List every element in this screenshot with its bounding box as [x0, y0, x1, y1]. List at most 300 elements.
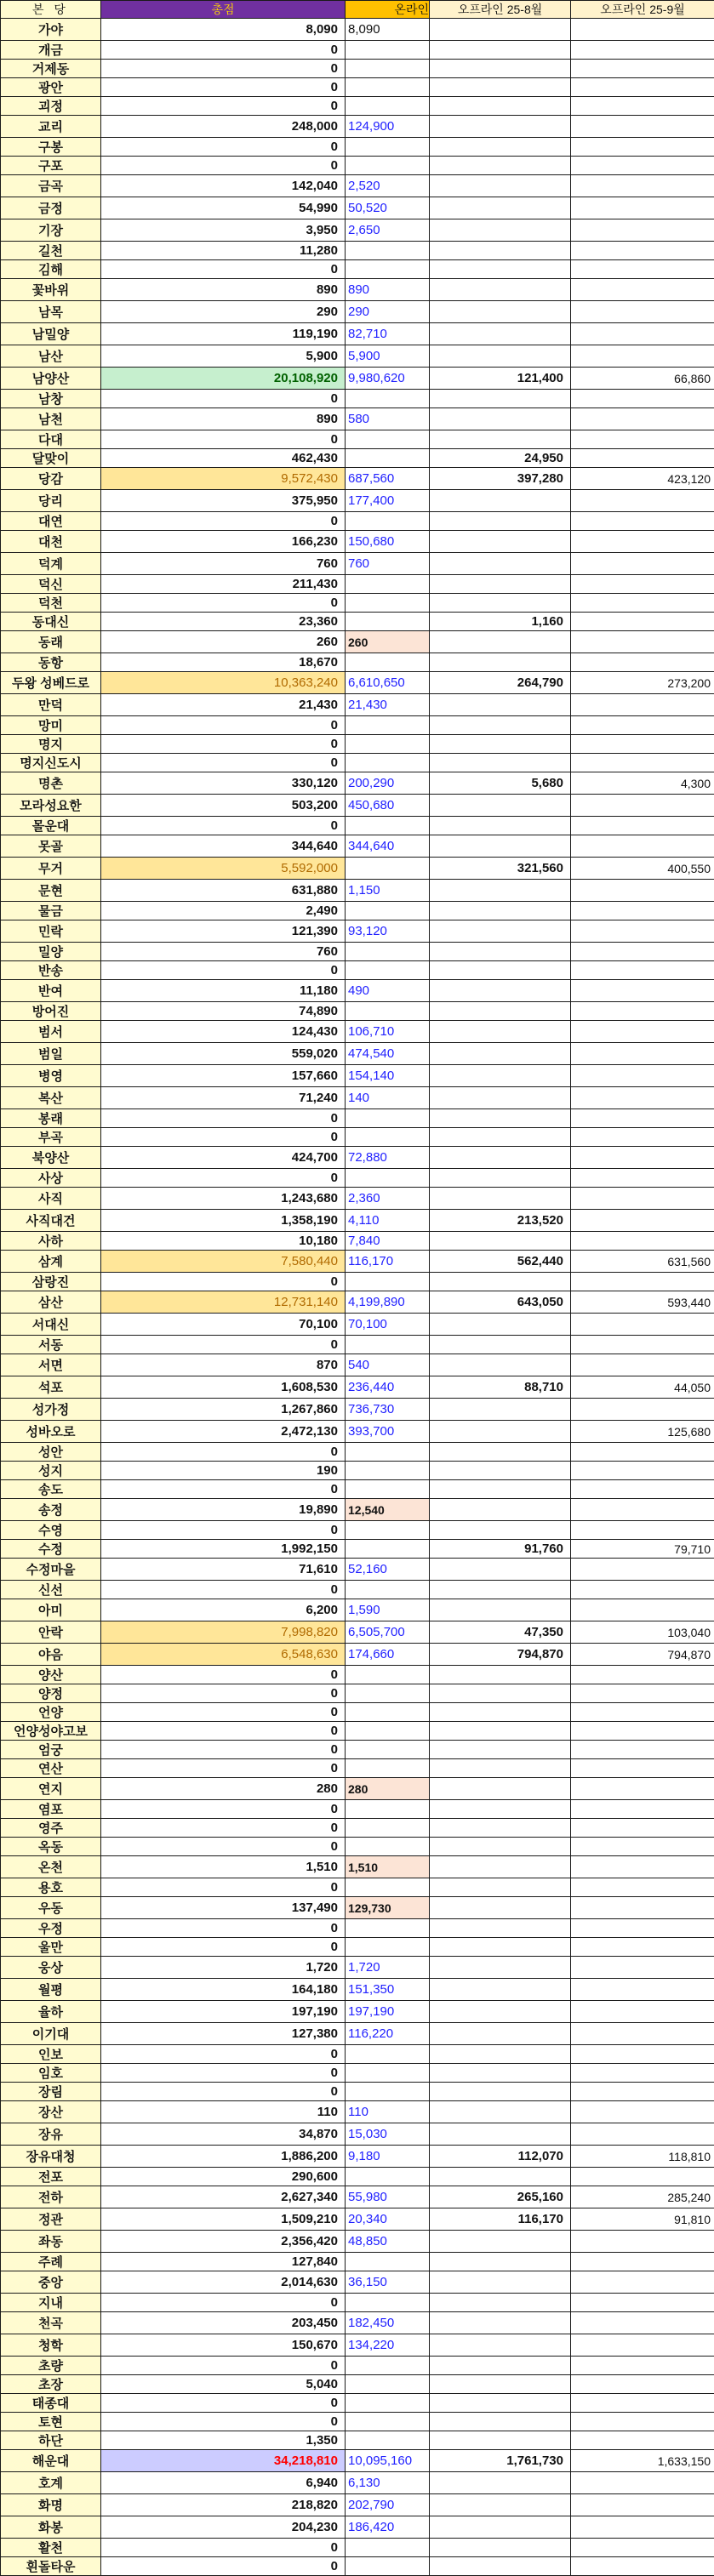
cell-parish-name[interactable]: 언양성야고보	[1, 1722, 101, 1741]
cell-parish-name[interactable]: 남양산	[1, 368, 101, 390]
cell-offline-aug[interactable]	[430, 653, 571, 672]
cell-total[interactable]: 760	[101, 943, 346, 961]
cell-offline-aug[interactable]	[430, 97, 571, 116]
cell-offline-aug[interactable]: 264,790	[430, 672, 571, 694]
cell-parish-name[interactable]: 전하	[1, 2186, 101, 2208]
cell-total[interactable]: 0	[101, 1703, 346, 1722]
cell-offline-aug[interactable]	[430, 754, 571, 772]
cell-offline-sep[interactable]	[571, 1314, 714, 1336]
cell-total[interactable]: 0	[101, 1741, 346, 1759]
cell-parish-name[interactable]: 밀양	[1, 943, 101, 961]
cell-online[interactable]: 540	[346, 1354, 430, 1376]
cell-total[interactable]: 280	[101, 1778, 346, 1800]
cell-offline-aug[interactable]	[430, 1856, 571, 1878]
cell-offline-sep[interactable]	[571, 980, 714, 1002]
cell-offline-aug[interactable]	[430, 1499, 571, 1521]
cell-offline-sep[interactable]	[571, 1354, 714, 1376]
cell-parish-name[interactable]: 야음	[1, 1644, 101, 1666]
cell-online[interactable]	[346, 735, 430, 754]
cell-offline-aug[interactable]	[430, 1919, 571, 1938]
cell-total[interactable]: 10,363,240	[101, 672, 346, 694]
cell-online[interactable]	[346, 1128, 430, 1147]
cell-offline-sep[interactable]	[571, 408, 714, 430]
cell-online[interactable]: 450,680	[346, 795, 430, 817]
cell-parish-name[interactable]: 호계	[1, 2472, 101, 2494]
cell-online[interactable]: 290	[346, 301, 430, 323]
cell-total[interactable]: 3,950	[101, 219, 346, 242]
cell-parish-name[interactable]: 용호	[1, 1878, 101, 1897]
cell-online[interactable]	[346, 2413, 430, 2431]
cell-offline-aug[interactable]	[430, 408, 571, 430]
cell-offline-sep[interactable]	[571, 1599, 714, 1621]
cell-offline-aug[interactable]	[430, 1443, 571, 1462]
cell-total[interactable]: 10,180	[101, 1232, 346, 1251]
cell-offline-aug[interactable]: 265,160	[430, 2186, 571, 2208]
cell-parish-name[interactable]: 사직대건	[1, 1210, 101, 1232]
cell-online[interactable]	[346, 1838, 430, 1856]
cell-offline-sep[interactable]	[571, 2101, 714, 2123]
cell-online[interactable]	[346, 2431, 430, 2450]
cell-offline-aug[interactable]	[430, 1979, 571, 2001]
cell-total[interactable]: 559,020	[101, 1043, 346, 1065]
cell-online[interactable]	[346, 1878, 430, 1897]
cell-online[interactable]	[346, 716, 430, 735]
cell-total[interactable]: 1,350	[101, 2431, 346, 2450]
cell-offline-sep[interactable]: 44,050	[571, 1376, 714, 1399]
cell-parish-name[interactable]: 개금	[1, 41, 101, 60]
cell-parish-name[interactable]: 수정	[1, 1540, 101, 1559]
cell-offline-aug[interactable]	[430, 2083, 571, 2101]
cell-online[interactable]: 9,980,620	[346, 368, 430, 390]
cell-parish-name[interactable]: 중앙	[1, 2271, 101, 2294]
cell-total[interactable]: 0	[101, 594, 346, 613]
cell-total[interactable]: 0	[101, 1938, 346, 1957]
cell-online[interactable]	[346, 2539, 430, 2557]
cell-offline-sep[interactable]	[571, 1147, 714, 1169]
cell-online[interactable]	[346, 78, 430, 97]
cell-offline-sep[interactable]: 4,300	[571, 772, 714, 795]
cell-offline-sep[interactable]	[571, 78, 714, 97]
cell-total[interactable]: 0	[101, 1128, 346, 1147]
cell-parish-name[interactable]: 봉래	[1, 1109, 101, 1128]
cell-offline-aug[interactable]	[430, 1128, 571, 1147]
column-header-offline-aug[interactable]: 오프라인 25-8월	[430, 1, 571, 19]
cell-total[interactable]: 21,430	[101, 694, 346, 716]
cell-parish-name[interactable]: 아미	[1, 1599, 101, 1621]
cell-offline-aug[interactable]	[430, 138, 571, 157]
cell-offline-sep[interactable]	[571, 1499, 714, 1521]
cell-parish-name[interactable]: 서동	[1, 1336, 101, 1354]
cell-offline-sep[interactable]	[571, 512, 714, 531]
cell-online[interactable]: 93,120	[346, 920, 430, 943]
cell-offline-sep[interactable]	[571, 2168, 714, 2186]
cell-offline-sep[interactable]	[571, 1979, 714, 2001]
cell-offline-aug[interactable]	[430, 1521, 571, 1540]
cell-online[interactable]: 48,850	[346, 2231, 430, 2253]
cell-offline-aug[interactable]: 121,400	[430, 368, 571, 390]
cell-parish-name[interactable]: 장림	[1, 2083, 101, 2101]
cell-total[interactable]: 0	[101, 260, 346, 279]
cell-offline-aug[interactable]	[430, 1421, 571, 1443]
cell-offline-aug[interactable]	[430, 2413, 571, 2431]
cell-total[interactable]: 1,509,210	[101, 2208, 346, 2231]
cell-total[interactable]: 0	[101, 138, 346, 157]
cell-offline-sep[interactable]	[571, 754, 714, 772]
cell-total[interactable]: 124,430	[101, 1021, 346, 1043]
cell-offline-aug[interactable]	[430, 1354, 571, 1376]
cell-parish-name[interactable]: 송정	[1, 1499, 101, 1521]
cell-online[interactable]: 2,360	[346, 1188, 430, 1210]
cell-total[interactable]: 0	[101, 817, 346, 835]
cell-total[interactable]: 110	[101, 2101, 346, 2123]
cell-total[interactable]: 0	[101, 2357, 346, 2375]
cell-parish-name[interactable]: 전포	[1, 2168, 101, 2186]
cell-offline-sep[interactable]	[571, 1957, 714, 1979]
cell-online[interactable]	[346, 2557, 430, 2576]
cell-offline-sep[interactable]	[571, 490, 714, 512]
cell-total[interactable]: 203,450	[101, 2312, 346, 2334]
cell-total[interactable]: 119,190	[101, 323, 346, 345]
cell-offline-sep[interactable]	[571, 1087, 714, 1109]
cell-offline-aug[interactable]	[430, 323, 571, 345]
cell-offline-sep[interactable]: 118,810	[571, 2146, 714, 2168]
cell-online[interactable]	[346, 2083, 430, 2101]
cell-total[interactable]: 290,600	[101, 2168, 346, 2186]
cell-offline-aug[interactable]	[430, 1800, 571, 1819]
cell-parish-name[interactable]: 흰돌타운	[1, 2557, 101, 2576]
cell-total[interactable]: 5,040	[101, 2375, 346, 2394]
cell-offline-aug[interactable]	[430, 980, 571, 1002]
cell-total[interactable]: 9,572,430	[101, 468, 346, 490]
cell-online[interactable]: 687,560	[346, 468, 430, 490]
cell-online[interactable]: 490	[346, 980, 430, 1002]
cell-parish-name[interactable]: 덕신	[1, 575, 101, 594]
cell-offline-aug[interactable]	[430, 694, 571, 716]
cell-online[interactable]	[346, 2357, 430, 2375]
cell-total[interactable]: 0	[101, 2083, 346, 2101]
cell-parish-name[interactable]: 신선	[1, 1581, 101, 1599]
cell-offline-sep[interactable]	[571, 60, 714, 78]
cell-total[interactable]: 1,886,200	[101, 2146, 346, 2168]
cell-online[interactable]: 124,900	[346, 116, 430, 138]
cell-offline-sep[interactable]	[571, 1462, 714, 1480]
cell-total[interactable]: 71,240	[101, 1087, 346, 1109]
cell-offline-aug[interactable]	[430, 279, 571, 301]
cell-offline-aug[interactable]	[430, 242, 571, 260]
cell-offline-sep[interactable]	[571, 1800, 714, 1819]
cell-total[interactable]: 1,358,190	[101, 1210, 346, 1232]
cell-offline-aug[interactable]: 213,520	[430, 1210, 571, 1232]
cell-offline-aug[interactable]	[430, 219, 571, 242]
cell-offline-sep[interactable]	[571, 1741, 714, 1759]
cell-online[interactable]	[346, 1480, 430, 1499]
cell-offline-sep[interactable]	[571, 1897, 714, 1919]
cell-parish-name[interactable]: 광안	[1, 78, 101, 97]
cell-offline-aug[interactable]	[430, 157, 571, 175]
cell-total[interactable]: 166,230	[101, 531, 346, 553]
cell-online[interactable]	[346, 1722, 430, 1741]
cell-parish-name[interactable]: 삼계	[1, 1251, 101, 1273]
cell-total[interactable]: 11,280	[101, 242, 346, 260]
cell-online[interactable]: 6,610,650	[346, 672, 430, 694]
cell-offline-sep[interactable]	[571, 197, 714, 219]
cell-online[interactable]: 736,730	[346, 1399, 430, 1421]
cell-online[interactable]: 1,150	[346, 880, 430, 902]
cell-parish-name[interactable]: 성바오로	[1, 1421, 101, 1443]
cell-total[interactable]: 164,180	[101, 1979, 346, 2001]
cell-online[interactable]: 1,720	[346, 1957, 430, 1979]
cell-offline-sep[interactable]	[571, 41, 714, 60]
cell-total[interactable]: 0	[101, 157, 346, 175]
cell-online[interactable]	[346, 1581, 430, 1599]
cell-total[interactable]: 23,360	[101, 613, 346, 631]
cell-online[interactable]	[346, 1002, 430, 1021]
cell-total[interactable]: 71,610	[101, 1559, 346, 1581]
cell-offline-sep[interactable]	[571, 2516, 714, 2539]
cell-offline-aug[interactable]	[430, 2123, 571, 2146]
cell-online[interactable]	[346, 653, 430, 672]
cell-offline-sep[interactable]	[571, 1002, 714, 1021]
cell-online[interactable]: 72,880	[346, 1147, 430, 1169]
cell-total[interactable]: 0	[101, 716, 346, 735]
cell-offline-sep[interactable]	[571, 653, 714, 672]
cell-offline-sep[interactable]	[571, 2064, 714, 2083]
cell-total[interactable]: 870	[101, 1354, 346, 1376]
cell-offline-aug[interactable]	[430, 1666, 571, 1684]
cell-total[interactable]: 2,627,340	[101, 2186, 346, 2208]
cell-offline-sep[interactable]: 66,860	[571, 368, 714, 390]
cell-offline-aug[interactable]	[430, 116, 571, 138]
cell-total[interactable]: 0	[101, 1878, 346, 1897]
cell-total[interactable]: 211,430	[101, 575, 346, 594]
cell-offline-sep[interactable]	[571, 2557, 714, 2576]
cell-parish-name[interactable]: 범서	[1, 1021, 101, 1043]
cell-online[interactable]	[346, 1336, 430, 1354]
cell-offline-sep[interactable]: 103,040	[571, 1621, 714, 1644]
cell-offline-sep[interactable]	[571, 795, 714, 817]
cell-parish-name[interactable]: 초량	[1, 2357, 101, 2375]
cell-parish-name[interactable]: 김해	[1, 260, 101, 279]
cell-online[interactable]: 200,290	[346, 772, 430, 795]
cell-online[interactable]: 151,350	[346, 1979, 430, 2001]
cell-online[interactable]	[346, 943, 430, 961]
cell-offline-sep[interactable]	[571, 1684, 714, 1703]
cell-offline-sep[interactable]	[571, 430, 714, 449]
cell-total[interactable]: 2,356,420	[101, 2231, 346, 2253]
cell-offline-sep[interactable]	[571, 943, 714, 961]
cell-offline-sep[interactable]	[571, 2312, 714, 2334]
cell-online[interactable]: 106,710	[346, 1021, 430, 1043]
cell-offline-aug[interactable]	[430, 1878, 571, 1897]
cell-offline-sep[interactable]	[571, 531, 714, 553]
cell-total[interactable]: 0	[101, 2557, 346, 2576]
cell-parish-name[interactable]: 덕계	[1, 553, 101, 575]
cell-parish-name[interactable]: 민락	[1, 920, 101, 943]
cell-total[interactable]: 0	[101, 1919, 346, 1938]
cell-offline-sep[interactable]	[571, 2394, 714, 2413]
cell-total[interactable]: 290	[101, 301, 346, 323]
cell-offline-aug[interactable]	[430, 2271, 571, 2294]
cell-online[interactable]	[346, 1273, 430, 1291]
cell-parish-name[interactable]: 가야	[1, 19, 101, 41]
cell-parish-name[interactable]: 우동	[1, 1897, 101, 1919]
cell-total[interactable]: 2,014,630	[101, 2271, 346, 2294]
cell-total[interactable]: 0	[101, 961, 346, 980]
cell-offline-aug[interactable]	[430, 2357, 571, 2375]
cell-online[interactable]	[346, 2253, 430, 2271]
cell-parish-name[interactable]: 송도	[1, 1480, 101, 1499]
cell-offline-aug[interactable]	[430, 1703, 571, 1722]
cell-offline-aug[interactable]	[430, 1462, 571, 1480]
cell-online[interactable]: 393,700	[346, 1421, 430, 1443]
cell-parish-name[interactable]: 기장	[1, 219, 101, 242]
cell-online[interactable]: 20,340	[346, 2208, 430, 2231]
cell-total[interactable]: 137,490	[101, 1897, 346, 1919]
cell-parish-name[interactable]: 이기대	[1, 2023, 101, 2045]
cell-total[interactable]: 12,731,140	[101, 1291, 346, 1314]
cell-offline-aug[interactable]	[430, 961, 571, 980]
cell-parish-name[interactable]: 동대신	[1, 613, 101, 631]
cell-online[interactable]: 280	[346, 1778, 430, 1800]
cell-offline-sep[interactable]	[571, 2375, 714, 2394]
cell-total[interactable]: 218,820	[101, 2494, 346, 2516]
cell-offline-aug[interactable]	[430, 575, 571, 594]
cell-parish-name[interactable]: 연지	[1, 1778, 101, 1800]
cell-offline-aug[interactable]	[430, 817, 571, 835]
cell-online[interactable]	[346, 242, 430, 260]
cell-parish-name[interactable]: 동항	[1, 653, 101, 672]
cell-parish-name[interactable]: 당감	[1, 468, 101, 490]
cell-offline-aug[interactable]: 5,680	[430, 772, 571, 795]
cell-online[interactable]: 2,520	[346, 175, 430, 197]
cell-offline-sep[interactable]: 125,680	[571, 1421, 714, 1443]
cell-offline-sep[interactable]	[571, 631, 714, 653]
cell-offline-sep[interactable]	[571, 1521, 714, 1540]
cell-offline-aug[interactable]	[430, 1169, 571, 1188]
cell-parish-name[interactable]: 사상	[1, 1169, 101, 1188]
cell-offline-aug[interactable]	[430, 345, 571, 368]
cell-online[interactable]	[346, 1684, 430, 1703]
cell-offline-aug[interactable]	[430, 2101, 571, 2123]
cell-parish-name[interactable]: 북양산	[1, 1147, 101, 1169]
cell-offline-aug[interactable]	[430, 2472, 571, 2494]
cell-offline-sep[interactable]	[571, 1043, 714, 1065]
cell-parish-name[interactable]: 구포	[1, 157, 101, 175]
cell-total[interactable]: 0	[101, 41, 346, 60]
cell-parish-name[interactable]: 금정	[1, 197, 101, 219]
cell-total[interactable]: 0	[101, 1838, 346, 1856]
cell-offline-sep[interactable]	[571, 1443, 714, 1462]
cell-parish-name[interactable]: 인보	[1, 2045, 101, 2064]
cell-offline-sep[interactable]	[571, 1210, 714, 1232]
cell-online[interactable]: 760	[346, 553, 430, 575]
cell-online[interactable]: 7,840	[346, 1232, 430, 1251]
cell-offline-aug[interactable]: 321,560	[430, 858, 571, 880]
cell-parish-name[interactable]: 화봉	[1, 2516, 101, 2539]
cell-offline-aug[interactable]	[430, 1480, 571, 1499]
cell-offline-sep[interactable]	[571, 2045, 714, 2064]
cell-offline-aug[interactable]	[430, 2168, 571, 2186]
cell-offline-aug[interactable]	[430, 795, 571, 817]
cell-parish-name[interactable]: 태종대	[1, 2394, 101, 2413]
cell-offline-aug[interactable]	[430, 2516, 571, 2539]
cell-offline-aug[interactable]	[430, 490, 571, 512]
cell-online[interactable]	[346, 613, 430, 631]
cell-offline-sep[interactable]	[571, 2083, 714, 2101]
cell-offline-aug[interactable]	[430, 735, 571, 754]
cell-parish-name[interactable]: 만덕	[1, 694, 101, 716]
cell-total[interactable]: 18,670	[101, 653, 346, 672]
cell-offline-sep[interactable]	[571, 2123, 714, 2146]
cell-offline-aug[interactable]	[430, 902, 571, 920]
cell-offline-sep[interactable]	[571, 2334, 714, 2357]
cell-total[interactable]: 424,700	[101, 1147, 346, 1169]
cell-total[interactable]: 19,890	[101, 1499, 346, 1521]
cell-offline-aug[interactable]: 1,761,730	[430, 2450, 571, 2472]
cell-parish-name[interactable]: 사직	[1, 1188, 101, 1210]
cell-offline-aug[interactable]	[430, 2023, 571, 2045]
cell-parish-name[interactable]: 장산	[1, 2101, 101, 2123]
cell-parish-name[interactable]: 당리	[1, 490, 101, 512]
cell-offline-aug[interactable]	[430, 301, 571, 323]
cell-offline-sep[interactable]: 273,200	[571, 672, 714, 694]
cell-offline-sep[interactable]	[571, 1703, 714, 1722]
cell-offline-sep[interactable]	[571, 1065, 714, 1087]
cell-total[interactable]: 0	[101, 1759, 346, 1778]
cell-offline-sep[interactable]	[571, 835, 714, 858]
cell-offline-aug[interactable]	[430, 1581, 571, 1599]
cell-total[interactable]: 2,490	[101, 902, 346, 920]
cell-parish-name[interactable]: 금곡	[1, 175, 101, 197]
cell-online[interactable]	[346, 1759, 430, 1778]
cell-offline-sep[interactable]	[571, 2494, 714, 2516]
cell-offline-aug[interactable]: 1,160	[430, 613, 571, 631]
cell-online[interactable]: 9,180	[346, 2146, 430, 2168]
cell-total[interactable]: 0	[101, 754, 346, 772]
cell-offline-aug[interactable]	[430, 2431, 571, 2450]
cell-total[interactable]: 0	[101, 2294, 346, 2312]
cell-parish-name[interactable]: 반송	[1, 961, 101, 980]
cell-offline-sep[interactable]: 91,810	[571, 2208, 714, 2231]
cell-online[interactable]: 174,660	[346, 1644, 430, 1666]
cell-online[interactable]	[346, 1919, 430, 1938]
cell-total[interactable]: 204,230	[101, 2516, 346, 2539]
cell-online[interactable]	[346, 97, 430, 116]
cell-parish-name[interactable]: 다대	[1, 430, 101, 449]
cell-online[interactable]: 4,199,890	[346, 1291, 430, 1314]
cell-parish-name[interactable]: 남창	[1, 390, 101, 408]
cell-online[interactable]	[346, 1540, 430, 1559]
cell-parish-name[interactable]: 청학	[1, 2334, 101, 2357]
cell-parish-name[interactable]: 성안	[1, 1443, 101, 1462]
cell-online[interactable]	[346, 1819, 430, 1838]
cell-parish-name[interactable]: 지내	[1, 2294, 101, 2312]
cell-parish-name[interactable]: 장유대청	[1, 2146, 101, 2168]
cell-offline-aug[interactable]	[430, 1002, 571, 1021]
cell-parish-name[interactable]: 초장	[1, 2375, 101, 2394]
cell-total[interactable]: 0	[101, 1581, 346, 1599]
cell-total[interactable]: 760	[101, 553, 346, 575]
cell-online[interactable]: 116,220	[346, 2023, 430, 2045]
cell-total[interactable]: 0	[101, 1109, 346, 1128]
cell-parish-name[interactable]: 방어진	[1, 1002, 101, 1021]
cell-offline-aug[interactable]	[430, 594, 571, 613]
column-header-parish[interactable]: 본 당	[1, 1, 101, 19]
cell-online[interactable]: 55,980	[346, 2186, 430, 2208]
cell-total[interactable]: 1,243,680	[101, 1188, 346, 1210]
cell-parish-name[interactable]: 엄궁	[1, 1741, 101, 1759]
cell-total[interactable]: 6,200	[101, 1599, 346, 1621]
